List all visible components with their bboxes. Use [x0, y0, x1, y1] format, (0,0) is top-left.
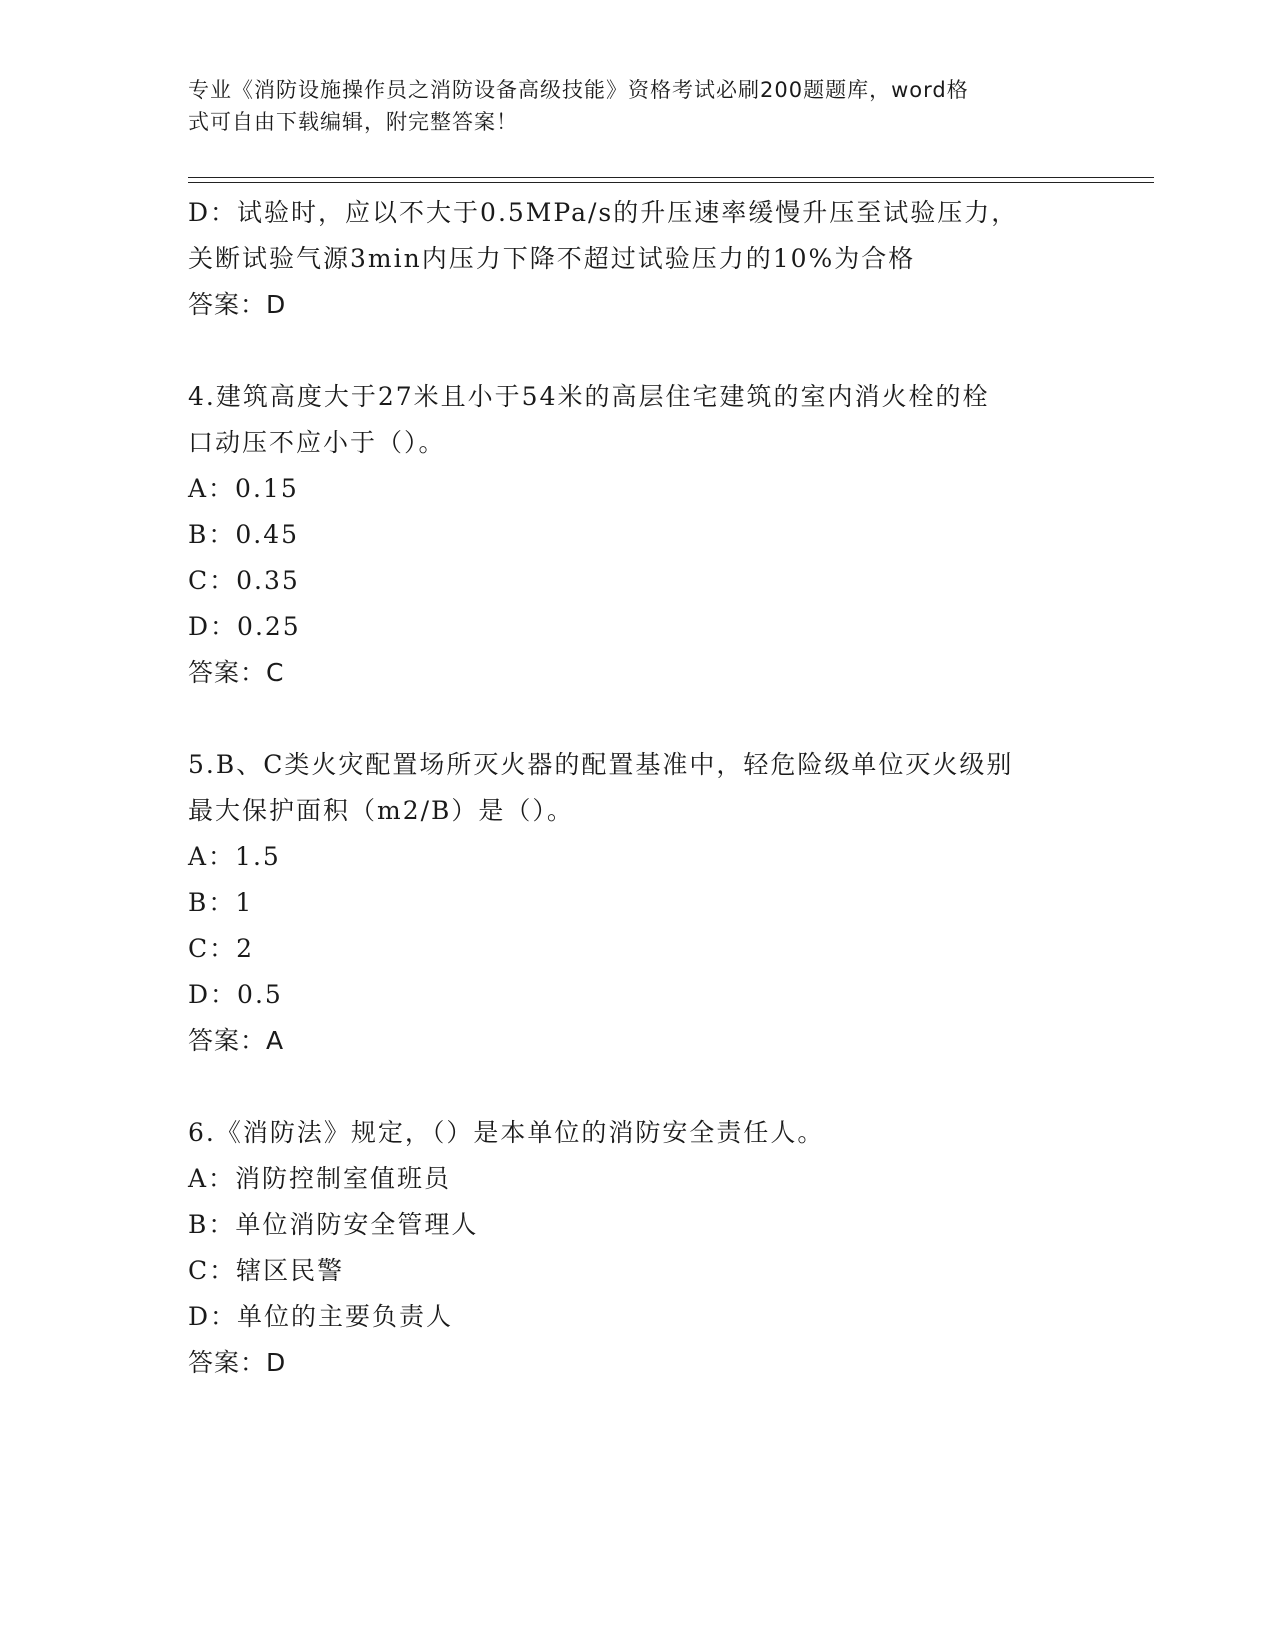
option-b: B：单位消防安全管理人 — [188, 1210, 479, 1239]
option-d: D：0.5 — [188, 980, 283, 1009]
header-divider-bottom — [188, 182, 1154, 183]
header-line-1: 专业《消防设施操作员之消防设备高级技能》资格考试必刷200题题库，word格 — [188, 78, 969, 102]
option-c: C：辖区民警 — [188, 1256, 345, 1285]
option-d-continued: 关断试验气源3min内压力下降不超过试验压力的10%为合格 — [188, 244, 916, 273]
answer: 答案：D — [188, 1348, 287, 1377]
option-d: D：0.25 — [188, 612, 301, 641]
option-b: B：1 — [188, 888, 254, 917]
previous-question-tail — [188, 190, 1088, 328]
option-d: D：试验时，应以不大于0.5MPa/s的升压速率缓慢升压至试验压力， — [188, 198, 1019, 227]
header-line-2: 式可自由下载编辑，附完整答案！ — [188, 110, 518, 134]
question-stem: 5.B、C类火灾配置场所灭火器的配置基准中，轻危险级单位灭火级别 — [188, 750, 1014, 779]
option-d: D：单位的主要负责人 — [188, 1302, 454, 1331]
question-stem: 6.《消防法》规定，（）是本单位的消防安全责任人。 — [188, 1118, 825, 1147]
question-6 — [188, 1110, 1088, 1386]
question-5 — [188, 742, 1088, 1064]
option-a: A：消防控制室值班员 — [188, 1164, 452, 1193]
question-stem: 4.建筑高度大于27米且小于54米的高层住宅建筑的室内消火栓的栓 — [188, 382, 990, 411]
question-stem-continued: 最大保护面积（m2/B）是（）。 — [188, 796, 574, 825]
document-header — [188, 74, 1068, 138]
answer: 答案：A — [188, 1026, 285, 1055]
question-stem-continued: 口动压不应小于（）。 — [188, 428, 446, 457]
option-b: B：0.45 — [188, 520, 300, 549]
answer: 答案：C — [188, 658, 285, 687]
header-divider-top — [188, 177, 1154, 178]
option-c: C：2 — [188, 934, 255, 963]
option-a: A：0.15 — [188, 474, 299, 503]
question-list — [188, 190, 1088, 1432]
question-4 — [188, 374, 1088, 696]
option-c: C：0.35 — [188, 566, 300, 595]
answer: 答案：D — [188, 290, 287, 319]
option-a: A：1.5 — [188, 842, 281, 871]
